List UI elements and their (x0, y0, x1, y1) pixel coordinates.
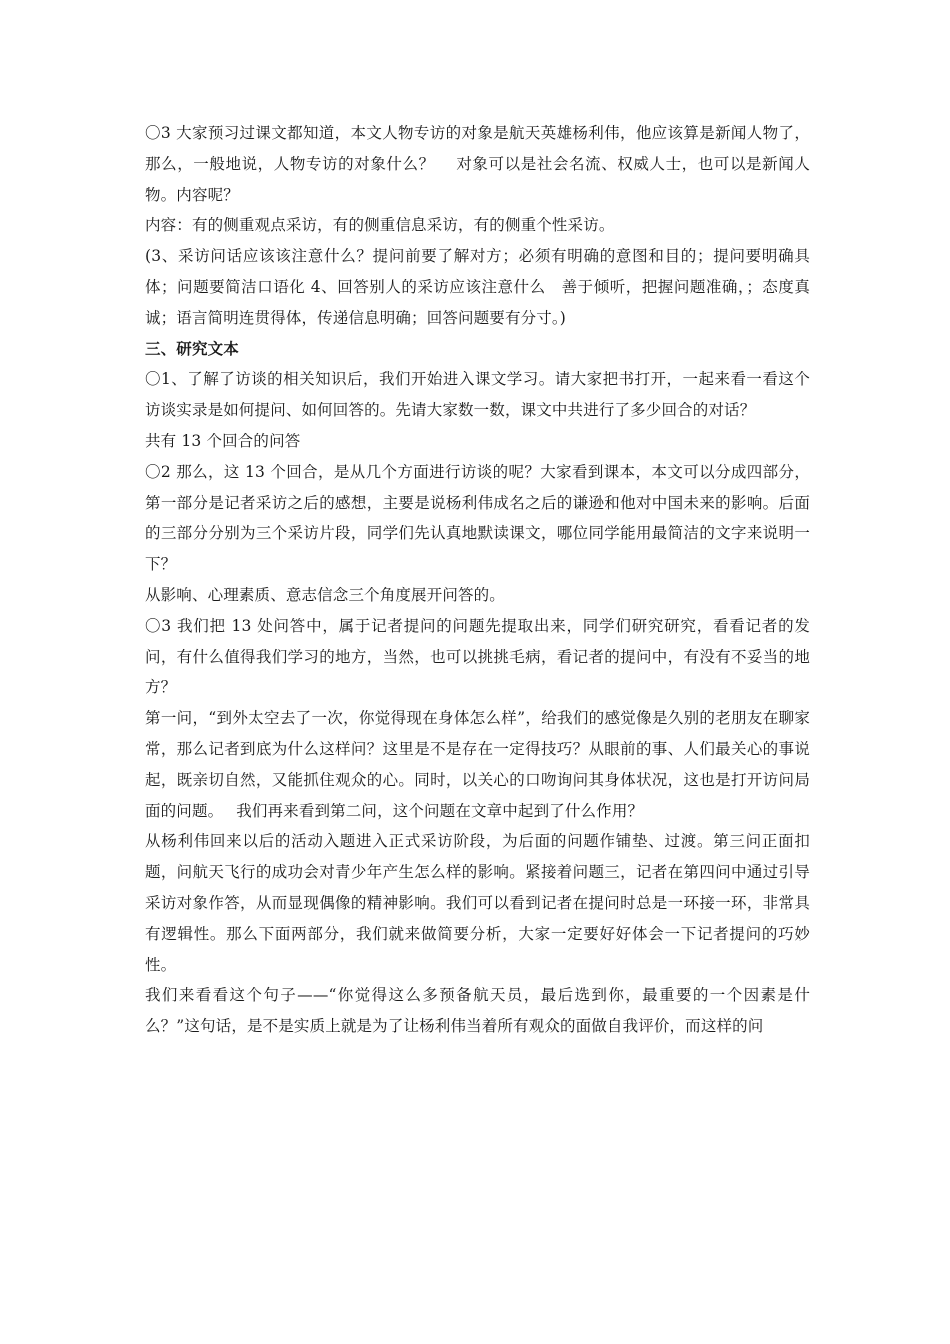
paragraph-interview-content: 内容：有的侧重观点采访，有的侧重信息采访，有的侧重个性采访。 (145, 216, 615, 235)
section-heading-study-text: 三、研究文本 (145, 339, 239, 358)
paragraph-extract-questions: 〇3 我们把 13 处问答中，属于记者提问的问题先提取出来，同学们研究研究，看看记者的发问，有什么值得我们学习的地方，当然，也可以挑挑毛病，看记者的提问中，有没有不妥当的地方？ (145, 616, 810, 697)
paragraph-interview-subject: 〇3 大家预习过课文都知道，本文人物专访的对象是航天英雄杨利伟，他应该算是新闻人物了，那么，一般地说，人物专访的对象什么？ 对象可以是社会名流、权威人士，也可以是新闻人物。内容呢？ (145, 124, 810, 204)
paragraph-answer-rounds: 共有 13 个回合的问答 (145, 431, 301, 450)
paragraph-start-lesson: 〇1、了解了访谈的相关知识后，我们开始进入课文学习。请大家把书打开，一起来看一看这个访谈实录是如何提问、如何回答的。先请大家数一数，课文中共进行了多少回合的对话？ (145, 370, 810, 420)
paragraph-first-question: 第一问，“到外太空去了一次，你觉得现在身体怎么样”，给我们的感觉像是久别的老朋友在聊家常，那么记者到底为什么这样问？这里是不是存在一定得技巧？从眼前的事、人们最关心的事说起，既亲切自然，又能抓住观众的心。同时，以关心的口吻询问其身体状况，这也是打开访问局面的问题。 我们再来看到第二问，这个问题在文章中起到了什么作用？ (145, 709, 810, 820)
paragraph-structure: 〇2 那么，这 13 个回合，是从几个方面进行访谈的呢？大家看到课本，本文可以分成四部分，第一部分是记者采访之后的感想，主要是说杨利伟成名之后的谦逊和他对中国未来的影响。后面的三部分分别为三个采访片段，同学们先认真地默读课文，哪位同学能用最简洁的文字来说明一下？ (145, 462, 810, 574)
paragraph-second-question: 从杨利伟回来以后的活动入题进入正式采访阶段，为后面的问题作铺垫、过渡。第三问正面扣题，问航天飞行的成功会对青少年产生怎么样的影响。紧接着问题三，记者在第四问中通过引导采访对象作答，从而显现偶像的精神影响。我们可以看到记者在提问时总是一环接一环，非常具有逻辑性。那么下面两部分，我们就来做简要分析，大家一定要好好体会一下记者提问的巧妙性。 (145, 832, 810, 974)
paragraph-selection-question: 我们来看看这个句子——“你觉得这么多预备航天员，最后选到你，最重要的一个因素是什么？”这句话，是不是实质上就是为了让杨利伟当着所有观众的面做自我评价，而这样的问 (145, 986, 810, 1036)
paragraph-three-angles: 从影响、心理素质、意志信念三个角度展开问答的。 (145, 585, 505, 604)
paragraph-interview-tips: (3、采访问话应该该注意什么？提问前要了解对方；必须有明确的意图和目的；提问要明确具体；问题要简洁口语化 4、回答别人的采访应该注意什么 善于倾听，把握问题准确，；态度真诚；语言简明连贯得体，传递信息明确；回答问题要有分寸。) (145, 247, 810, 327)
document-body (145, 118, 810, 1042)
